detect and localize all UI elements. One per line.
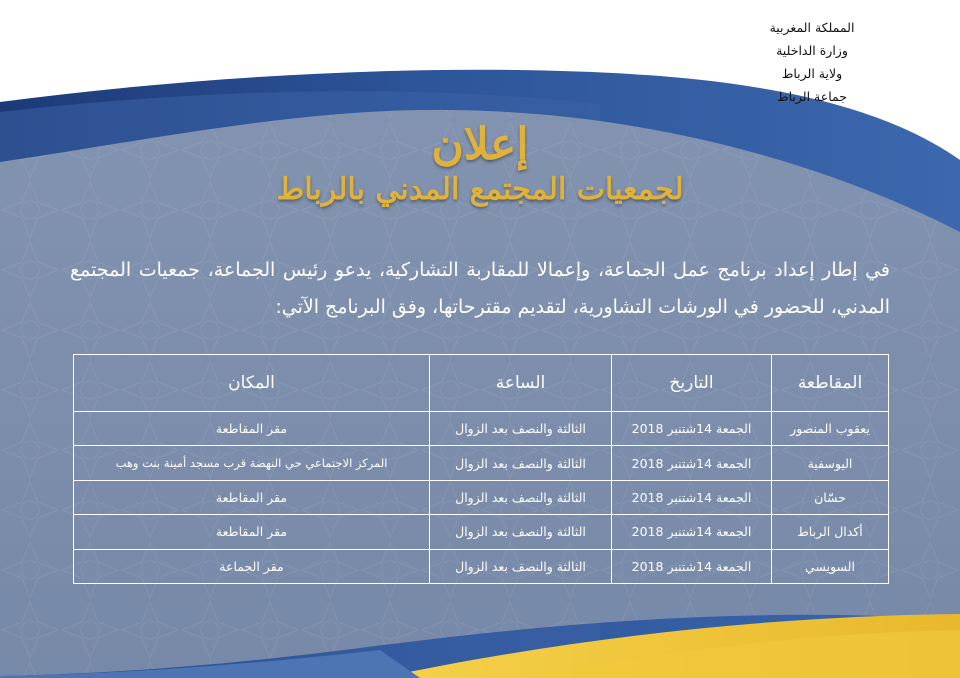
poster-title: [0, 118, 960, 210]
table-row: [74, 549, 889, 583]
cell-time: الثالثة والنصف بعد الزوال: [430, 446, 612, 480]
cell-district: يعقوب المنصور: [772, 412, 889, 446]
table-row: [74, 446, 889, 480]
cell-district: أكدال الرباط: [772, 515, 889, 549]
issuer-header: [702, 16, 922, 108]
intro-paragraph: في إطار إعداد برنامج عمل الجماعة، وإعمالا للمقاربة التشاركية، يدعو رئيس الجماعة، جمعيات المجتمع المدني، للحضور في الورشات التشاورية، لتقديم مقترحاتها، وفق البرنامج الآتي:: [70, 259, 890, 318]
header-time: الساعة: [430, 355, 612, 412]
header-date: التاريخ: [612, 355, 772, 412]
header-place: المكان: [74, 355, 430, 412]
cell-time: الثالثة والنصف بعد الزوال: [430, 480, 612, 514]
cell-date: الجمعة 14شتنبر 2018: [612, 412, 772, 446]
table-header-row: [74, 355, 889, 412]
cell-place: مقر المقاطعة: [74, 412, 430, 446]
header-line-commune: جماعة الرباط: [777, 89, 847, 104]
cell-date: الجمعة 14شتنبر 2018: [612, 446, 772, 480]
table-row: [74, 480, 889, 514]
table-row: [74, 515, 889, 549]
title-main: إعلان: [431, 119, 529, 170]
header-district: المقاطعة: [772, 355, 889, 412]
cell-place: مقر المقاطعة: [74, 480, 430, 514]
cell-district: السويسي: [772, 549, 889, 583]
title-sub: لجمعيات المجتمع المدني بالرباط: [276, 172, 684, 207]
table-row: [74, 412, 889, 446]
cell-district: حسّان: [772, 480, 889, 514]
cell-place: مقر المقاطعة: [74, 515, 430, 549]
cell-date: الجمعة 14شتنبر 2018: [612, 549, 772, 583]
header-line-wilaya: ولاية الرباط: [781, 66, 843, 81]
header-line-kingdom: المملكة المغربية: [769, 20, 855, 35]
cell-time: الثالثة والنصف بعد الزوال: [430, 549, 612, 583]
cell-date: الجمعة 14شتنبر 2018: [612, 480, 772, 514]
cell-time: الثالثة والنصف بعد الزوال: [430, 412, 612, 446]
workshop-schedule-table: [73, 354, 889, 584]
cell-place: المركز الاجتماعي حي النهضة قرب مسجد أمينة بنت وهب: [74, 446, 430, 480]
cell-time: الثالثة والنصف بعد الزوال: [430, 515, 612, 549]
header-line-ministry: وزارة الداخلية: [776, 43, 848, 58]
cell-district: اليوسفية: [772, 446, 889, 480]
cell-place: مقر الجماعة: [74, 549, 430, 583]
cell-date: الجمعة 14شتنبر 2018: [612, 515, 772, 549]
